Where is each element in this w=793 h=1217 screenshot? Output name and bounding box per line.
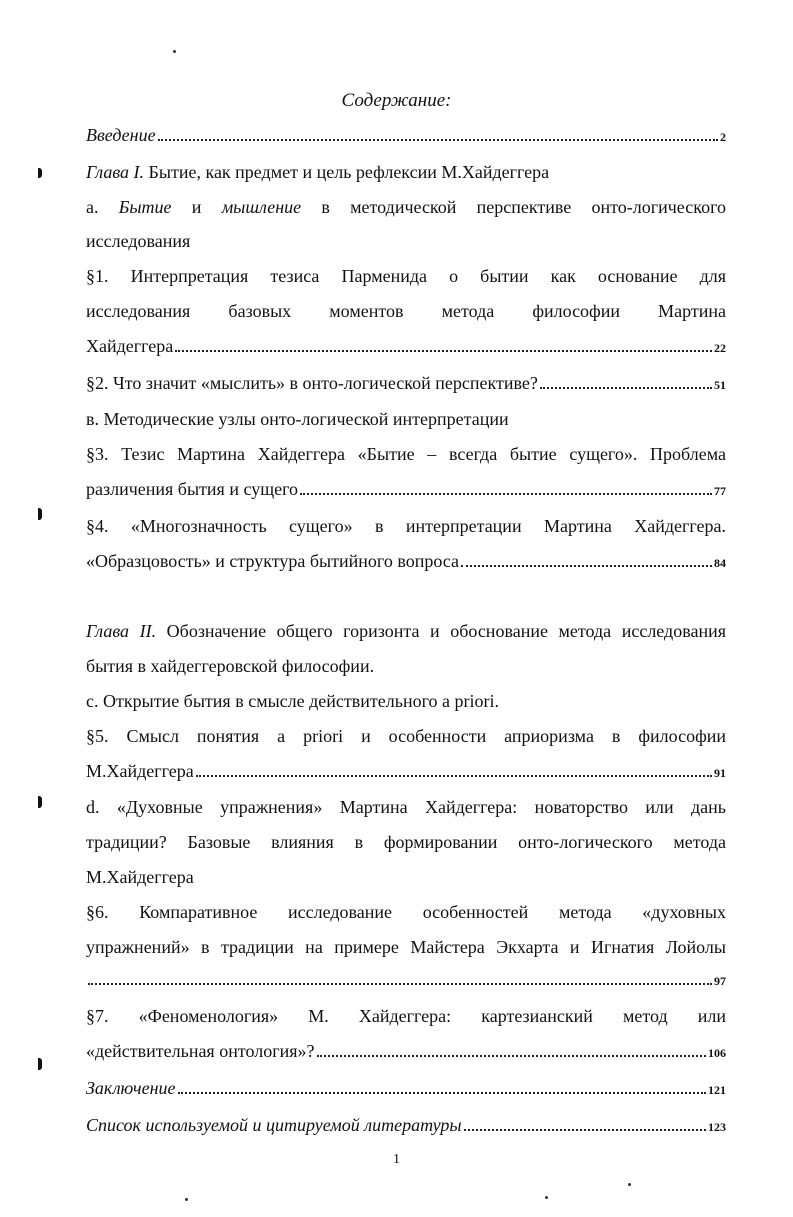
chapter-prefix: Глава I. [86, 161, 145, 182]
toc-entry-label: М.Хайдеггера [86, 760, 194, 781]
toc-entry-p6-line2: упражнений» в традиции на примере Майстера Экхарта и Игнатия Лойолы [86, 936, 726, 957]
section-word: мышление [221, 196, 302, 217]
toc-page-number: 123 [708, 1119, 726, 1134]
scan-mark [38, 1058, 42, 1070]
section-heading-d-line3: М.Хайдеггера [86, 866, 194, 887]
toc-page-number: 106 [708, 1045, 726, 1060]
dot-leader [317, 1055, 706, 1057]
toc-entry-label: Список используемой и цитируемой литературы [86, 1114, 462, 1135]
toc-entry-p7-line2 [86, 1034, 726, 1071]
toc-entry-p6-line1: §6. Компаративное исследование особенностей метода «духовных [86, 901, 726, 922]
dot-leader [464, 1129, 706, 1131]
section-title-rest: в методической перспективе онто-логического [321, 196, 727, 217]
dot-leader [178, 1092, 707, 1094]
scan-mark [38, 796, 42, 808]
section-heading-d-line1: d. «Духовные упражнения» Мартина Хайдеггера: новаторство или дань [86, 797, 726, 818]
toc-page-number: 2 [720, 130, 726, 144]
toc-entry-p2 [86, 366, 726, 403]
page-number: 1 [393, 1152, 400, 1167]
toc-entry-bibliography [86, 1108, 726, 1145]
scan-speck [628, 1183, 631, 1186]
chapter-heading-1 [86, 155, 726, 190]
toc-entry-intro [86, 118, 726, 155]
toc-entry-p1-line1: §1. Интерпретация тезиса Парменида о бытии как основание для [86, 266, 726, 287]
toc-page-number: 121 [708, 1082, 726, 1097]
chapter-title: Обозначение общего горизонта и обоснование метода исследования [166, 621, 727, 642]
toc-page-number: 51 [714, 377, 726, 392]
scan-speck [185, 1198, 188, 1201]
toc-entry-label: Заключение [86, 1077, 176, 1098]
dot-leader [461, 565, 712, 567]
toc-page-number: 77 [714, 483, 726, 498]
dot-leader [540, 387, 712, 389]
section-prefix: а. [86, 196, 99, 217]
scan-mark [38, 508, 42, 520]
toc-entry-conclusion [86, 1071, 726, 1108]
toc-entry-p7-line1: §7. «Феноменология» М. Хайдеггера: картезианский метод или [86, 1006, 726, 1027]
section-word: и [191, 196, 202, 217]
toc-entry-p3-line2 [86, 472, 726, 509]
toc-entry-p6-line3 [86, 964, 726, 999]
toc-title: Содержание: [341, 90, 452, 111]
toc-entry-p5-line2 [86, 754, 726, 791]
toc-entry-p1-line2: исследования базовых моментов метода философии Мартина [86, 300, 726, 321]
chapter-heading-2 [86, 614, 726, 649]
toc-page-number: 91 [714, 765, 726, 780]
toc-page-number: 22 [714, 340, 726, 355]
dot-leader [175, 350, 712, 352]
toc-entry-p5-line1: §5. Смысл понятия а priori и особенности априоризма в философии [86, 725, 726, 746]
section-heading-b: в. Методические узлы онто-логической интерпретации [86, 409, 509, 430]
chapter-heading-2-line2: бытия в хайдеггеровской философии. [86, 656, 375, 677]
section-heading-c: с. Открытие бытия в смысле действительного а priori. [86, 690, 500, 711]
section-word: Бытие [118, 196, 172, 217]
toc-entry-label: различения бытия и сущего [86, 478, 299, 499]
section-heading-a-line2: исследования [86, 231, 191, 252]
toc-entry-label: «действительная онтология»? [86, 1040, 315, 1061]
chapter-prefix: Глава II. [86, 621, 157, 642]
toc-entry-p4-line1: §4. «Многозначность сущего» в интерпретации Мартина Хайдеггера. [86, 515, 726, 536]
dot-leader [88, 983, 712, 985]
toc-entry-p3-line1: §3. Тезис Мартина Хайдеггера «Бытие – всегда бытие сущего». Проблема [86, 444, 726, 465]
toc-entry-label: «Образцовость» и структура бытийного вопроса [86, 550, 459, 571]
scan-mark [38, 168, 42, 178]
toc-entry-p1-line3 [86, 329, 726, 366]
table-of-contents [86, 118, 726, 1144]
section-heading-d-line2: традиции? Базовые влияния в формировании онто-логического метода [86, 832, 726, 853]
toc-entry-label: Хайдеггера [86, 335, 174, 356]
spacer [86, 580, 726, 614]
dot-leader [300, 493, 712, 495]
toc-entry-label: §2. Что значит «мыслить» в онто-логической перспективе? [86, 372, 538, 393]
toc-page-number: 84 [714, 555, 726, 570]
scan-speck [173, 50, 176, 53]
chapter-title: Бытие, как предмет и цель рефлексии М.Хайдеггера [148, 161, 550, 182]
dot-leader [158, 139, 718, 141]
toc-entry-label: Введение [86, 125, 156, 145]
section-heading-a [86, 190, 726, 225]
toc-entry-p4-line2 [86, 544, 726, 581]
toc-page-number: 97 [714, 974, 726, 989]
dot-leader [196, 775, 712, 777]
scan-speck [545, 1196, 548, 1199]
